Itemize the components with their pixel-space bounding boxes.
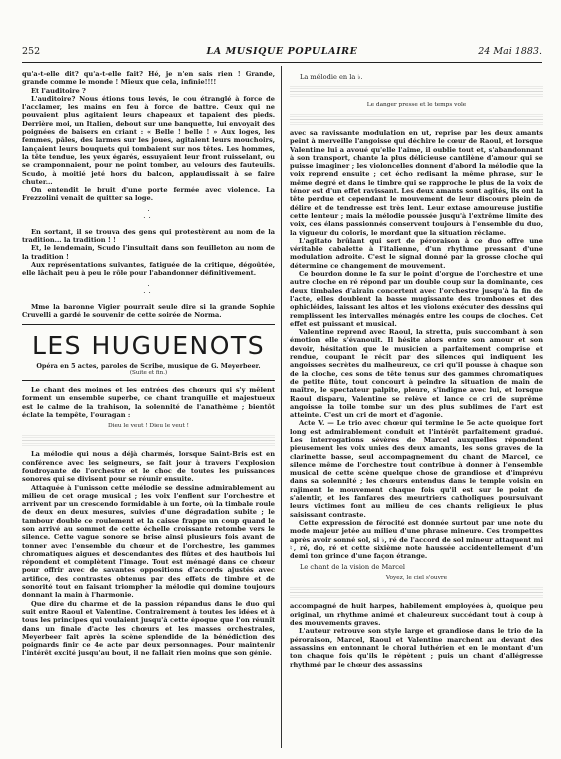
right-column (290, 70, 543, 750)
left-column (22, 70, 275, 750)
section-heading: LES HUGUENOTS (31, 331, 266, 361)
section-rule (22, 324, 275, 325)
music-staff (22, 433, 275, 446)
paragraph: Que dire du charme et de la passion répandus dans le duo qui suit entre Raoul et Valentine. Contrairement à toutes les idées et à tous les principes qui voulaient jusqu'à cette époque que l'on réunît dans un finale d'acte les chœurs et les masses orchestrales, Meyerbeer fait après la scène splendide de la bénédiction des poignards finir ce 4e acte par deux personnages. Pour maintenir l'intérêt excité jusqu'au bout, il ne fallait rien moins que son génie. (22, 599, 275, 658)
music-staff (290, 585, 543, 598)
paragraph: Aux représentations suivantes, fatiguée de la critique, dégoûtée, elle lâchait peu à peu le rôle pour l'abandonner définitivement. (22, 260, 275, 278)
paragraph: qu'a-t-elle dit? qu'a-t-elle fait? Hé, je n'en sais rien ! Grande, grande comme le monde ! Mieux que cela, infinie!!!! (22, 70, 275, 87)
paragraph: avec sa ravissante modulation en ut, reprise par les deux amants peint à merveille l'angoisse qui déchire le cœur de Raoul, et lorsque Valentine lui a avoué qu'elle l'aime, il oublie tout et, s'abandonnant à son transport, chante la plus délicieuse cantilène d'amour qui se puisse imaginer ; les violoncelles donnent d'abord la mélodie que la voix reprend ensuite ; cet écho redisant la même phrase, sur le même degré et dans le timbre qui se rapproche le plus de la voix de ténor est d'un effet ravissant. Les deux amants sont agités, ils ont la tête perdue et cependant le mouvement de leur discours plein de délire et de tendresse est très lent. Leur extase amoureuse justifie cette lenteur ; mais la mélodie poussée jusqu'à l'extrême limite des voix, ces élans passionnés conservent toujours à l'ensemble du duo, la vigueur du coloris, le mordant que la situation réclame. (290, 129, 543, 237)
music-staff (290, 84, 543, 97)
music-staff (290, 112, 543, 125)
section-separator: · ·· (143, 281, 154, 297)
paragraph: L'auteur retrouve son style large et grandiose dans le trio de la péroraison, Marcel, Raoul et Valentine marchent au devant des assassins en entonnant le choral luthérien et en le montant d'un ton chaque fois qu'ils le répètent ; puis un chant d'allégresse rhythmé par le chœur des assassins (290, 627, 543, 669)
paragraph: Attaquée à l'unisson cette mélodie se dessine admirablement au milieu de cet orage musical ; les voix l'enflent sur l'orchestre et arrivent par un crescendo formidable à un forte, où la timbale roule de deux en deux mesures, suivies d'une dégradation subite ; le tambour double ce roulement et la caisse frappe un coup quand le son arrivé au sommet de cette échelle croissante retombe vers le silence. Cette vague sonore se brise ainsi plusieurs fois avant de tonner avec l'ensemble du chœur et de l'orchestre, les gammes chromatiques aigues et descendantes des flûtes et des hautbois lui répondent et complètent l'image. Tout est ménagé dans ce chœur pour offrir avec de savantes oppositions d'accords ajustés avec artifice, des contrastes obtenus par des effets de timbre et de sonorité tout en faisant triompher la mélodie qui domine toujours donnant la main à l'harmonie. (22, 483, 275, 600)
paragraph: Cette expression de férocité est donnée surtout par une note du mode majeur jetée au milieu d'une phrase mineure. Ces trompettes après avoir sonné sol, si ♭, ré de l'accord de sol mineur attaquent mi ♮, ré, do, ré et cette sixième note haussée accidentellement d'un demi ton grince d'une façon étrange. (290, 518, 543, 561)
header-rule (22, 62, 542, 63)
issue-date: 24 Mai 1883. (478, 46, 542, 57)
paragraph: Valentine reprend avec Raoul, la stretta, puis succombant à son émotion elle s'évanouit. Il hésite alors entre son amour et son devoir, hésitation que le musicien a parfaitement comprise et rendue, coupant le récit par des silences qui indiquent les angoisses secrètes du malheureux, ce cri qu'il pousse à chaque son de la cloche, ces sons de tête tenus sur des gammes chromatiques de petite flûte, tout concourt à peindre la situation de main de maître, le spectateur palpite, pleure, s'indigne avec lui, et lorsque Raoul disparu, Valentine se relève et lance ce cri de suprême angoisse la toile tombe sur un des plus sublimes de l'art est atteinte. C'est un cri de mort et d'agonie. (290, 328, 543, 420)
opera-subtitle: Opéra en 5 actes, paroles de Scribe, musique de G. Meyerbeer. (36, 362, 261, 371)
music-caption: Le chant de la vision de Marcel (300, 563, 405, 572)
music-caption: Dieu le veut ! Dieu le veut ! (108, 423, 189, 430)
section-separator: · ·· (143, 206, 154, 222)
continuation-note: (Suite et fin.) (129, 370, 168, 377)
paragraph: En sortant, il se trouva des gens qui protestèrent au nom de la tradition... la tradition ! ! (22, 227, 275, 245)
journal-title: LA MUSIQUE POPULAIRE (206, 46, 358, 57)
paragraph: Acte V. — Le trio avec chœur qui termine le 5e acte quoique fort long est admirablement conduit et l'intérêt parfaitement gradué. Les interrogations sévères de Marcel auxquelles répondent pieusement les voix unies des deux amants, les sons graves de la clarinette basse, seul accompagnement du chant de Marcel, ce silence même de l'orchestre tout contribue à donner à l'ensemble musical de cette scène quelque chose de grandiose et d'imprévu dans sa solennité ; les chœurs entendus dans le temple voisin en rajiment le mouvement chaque fois qu'il est sur le point de s'alentir, et les fanfares des meurtriers catholiques poursuivant leurs victimes font au milieu de ces chants religieux le plus saisissant contraste. (290, 419, 543, 519)
music-caption: Le danger presse et le temps vole (366, 102, 467, 108)
paragraph: On entendit le bruit d'une porte fermée avec violence. La Frezzolini venait de quitter sa loge. (22, 186, 275, 203)
paragraph: accompagné de huit harpes, habilement employées à, quoique peu original, un rhythme animé et chaleureux succédant tout à coup à des mouvements graves. (290, 602, 543, 628)
music-caption: La mélodie en la ♭. (300, 73, 363, 81)
column-divider (281, 66, 282, 748)
paragraph: Le chant des moines et les entrées des chœurs qui s'y mêlent forment un ensemble superbe, ce chant tranquille et majestueux est le calme de la trahison, la solennité de l'anathème ; bientôt éclate la tempête, l'ouragan : (22, 386, 275, 420)
paragraph: L'agitato brûlant qui sert de péroraison à ce duo offre une véritable cabalette à l'italienne, d'un rhythme pressant d'une modulation adroite. C'est le signal donné par la grosse cloche qui détermine ce changement de mouvement. (290, 236, 543, 270)
paragraph: Et l'auditoire ? (31, 86, 86, 95)
paragraph: Et, le lendemain, Scudo l'insultait dans son feuilleton au nom de la tradition ! (22, 244, 275, 261)
music-caption: Voyez, le ciel s'ouvre (385, 575, 448, 582)
page-number: 252 (22, 46, 41, 57)
paragraph: L'auditoire? Nous étions tous levés, le cou étranglé à force de l'acclamer, les mains en feu à force de battre. Ceux qui ne pouvaient plus agitaient leurs chapeaux et tapaient des pieds. Derrière moi, un Italien, debout sur une banquette, lui envoyait des poignées de baisers en criant : « Belle ! belle ! » Aux loges, les femmes, pâles, des larmes sur les joues, agitaient leurs mouchoirs, lançaient leurs bouquets qui tombaient sur nos têtes. Les hommes, la tête tendue, les yeux égarés, essuyaient leur front ruisselant, ou se cramponnaient, pour ne point tomber, au velours des fauteuils. Scudo, à moitié jeté hors du balcon, applaudissait à se faire chuter... (22, 94, 275, 186)
paragraph: Ce bourdon donne le fa sur le point d'orgue de l'orchestre et une autre cloche en ré répond par un double coup sur la dominante, ces deux timbales d'airain concertent avec l'orchestre jusqu'à la fin de l'acte, elles doublent la basse mugissante des trombones et des ophicléides, laissant les altos et les violons exécuter des dessins qui remplissent les intervalles ménagés entre les coups de cloches. Cet effet est puissant et musical. (290, 270, 543, 328)
section-rule (22, 380, 275, 381)
page-header (22, 46, 542, 60)
paragraph: Mme la baronne Vigier pourrait seule dire si la grande Sophie Cruvelli a gardé le souvenir de cette soirée de Norma. (22, 302, 275, 319)
paragraph: La mélodie qui nous a déjà charmés, lorsque Saint-Bris est en conférence avec les seigneurs, se fait jour à travers l'explosion foudroyante de l'orchestre et le choc de toutes les puissances sonores qui se divisent pour se réunir ensuite. (22, 450, 275, 484)
